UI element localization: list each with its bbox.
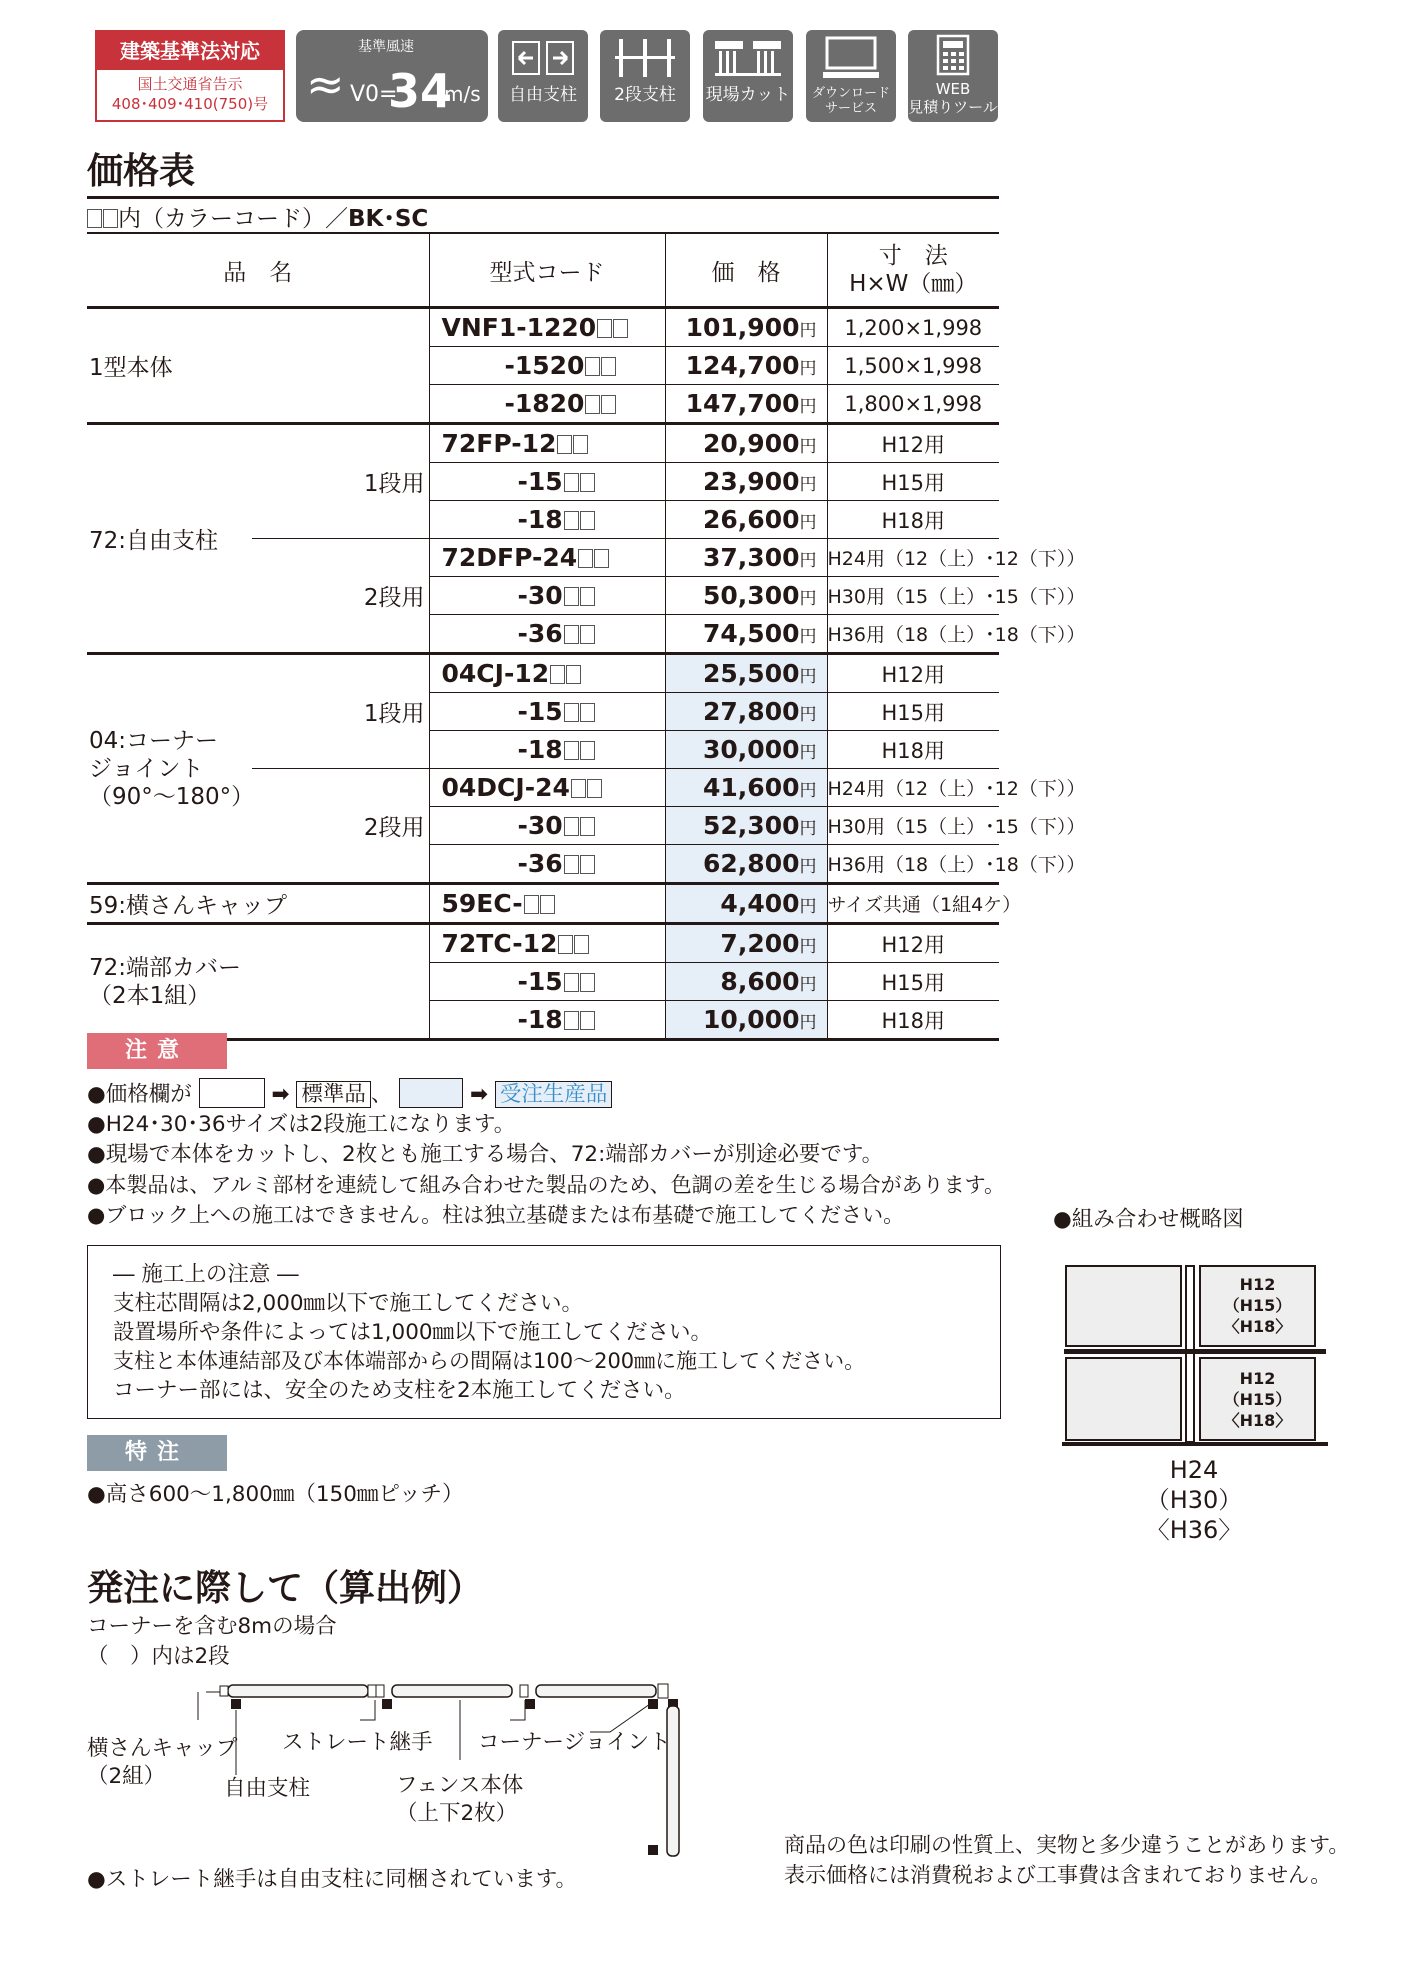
arrow-icon: ➡ (470, 1082, 489, 1107)
free-post-label: 自由支柱 (224, 1776, 311, 1801)
price-table-title: 価格表 (87, 151, 196, 192)
construction-notes-box (87, 1245, 1001, 1419)
model-code: 72DFP-24 (429, 539, 665, 577)
cap-label: 横さんキャップ （2組） (87, 1736, 238, 1789)
wind-wave-icon: ≈ (306, 57, 345, 111)
header-code: 型式コード (429, 233, 665, 308)
straight-joint-label: ストレート継手 (282, 1730, 433, 1755)
size-cell: H12用 (827, 424, 999, 463)
order-paren-note: （ ）内は2段 (87, 1644, 230, 1669)
price-cell: 147,700円 (665, 385, 827, 424)
stage-label: 2段用 (252, 539, 429, 654)
price-cell: 30,000円 (665, 731, 827, 769)
computer-icon (806, 30, 896, 86)
web-label-2: 見積りツール (908, 98, 998, 116)
caution-note: ●ブロック上への施工はできません。柱は独立基礎または布基礎で施工してください。 (87, 1203, 905, 1227)
free-post-badge (498, 30, 588, 122)
color-code-line (87, 200, 428, 233)
model-code: -36 (429, 845, 665, 884)
color-codes: BK･SC (348, 206, 429, 232)
size-cell: H15用 (827, 963, 999, 1001)
order-section-title: 発注に際して（算出例） (87, 1568, 484, 1609)
size-cell: 1,200×1,998 (827, 308, 999, 347)
building-code-title: 建築基準法対応 (97, 32, 283, 70)
size-cell: H18用 (827, 501, 999, 539)
lower-panel-label: H12 （H15） 〈H18〉 (1223, 1369, 1292, 1430)
group-name: 04:コーナー ジョイント （90°～180°） (87, 654, 252, 884)
price-cell: 62,800円 (665, 845, 827, 884)
size-cell: H30用（15（上）･15（下）） (827, 577, 999, 615)
size-cell: H18用 (827, 731, 999, 769)
legend-standard: 標準品 (296, 1081, 371, 1108)
legend-separator: 、 (370, 1082, 393, 1107)
price-cell: 4,400円 (665, 884, 827, 924)
price-cell: 74,500円 (665, 615, 827, 654)
site-cut-label: 現場カット (705, 85, 791, 105)
web-estimate-badge (908, 30, 998, 122)
web-label-1: WEB (935, 80, 971, 98)
model-code: -30 (429, 807, 665, 845)
header-size-2: H×W（㎜） (849, 271, 978, 297)
disclaimer (784, 1830, 1349, 1890)
table-row (87, 924, 999, 963)
size-cell: H24用（12（上）･12（下）） (827, 539, 999, 577)
model-code: -36 (429, 615, 665, 654)
legend-order: 受注生産品 (495, 1081, 613, 1108)
price-table (87, 232, 1086, 1041)
model-code: -15 (429, 963, 665, 1001)
price-cell: 26,600円 (665, 501, 827, 539)
stage-label: 2段用 (252, 769, 429, 884)
free-post-icon (498, 30, 588, 86)
model-code: VNF1-1220 (429, 308, 665, 347)
arrow-icon: ➡ (271, 1082, 290, 1107)
table-row (87, 654, 999, 693)
size-cell: H24用（12（上）･12（下）） (827, 769, 999, 807)
legend-prefix: ●価格欄が (87, 1082, 192, 1107)
caution-tag: 注意 (87, 1033, 227, 1069)
price-cell: 50,300円 (665, 577, 827, 615)
size-cell: H15用 (827, 693, 999, 731)
model-code: -18 (429, 1001, 665, 1040)
color-code-box (103, 209, 118, 228)
site-cut-icon (703, 30, 793, 86)
legend-line (87, 1078, 612, 1110)
construction-line: 支柱芯間隔は2,000㎜以下で施工してください。 (113, 1291, 584, 1316)
size-cell: H15用 (827, 463, 999, 501)
size-cell: サイズ共通（1組4ケ） (827, 884, 999, 924)
calculator-icon (908, 30, 998, 80)
caution-note: ●現場で本体をカットし、2枚とも施工する場合、72:端部カバーが別途必要です。 (87, 1142, 884, 1167)
size-cell: H12用 (827, 924, 999, 963)
order-note: ●ストレート継手は自由支柱に同梱されています。 (87, 1867, 578, 1892)
model-code: -18 (429, 731, 665, 769)
notification-line-1: 国土交通省告示 (137, 75, 243, 93)
construction-notes (113, 1260, 865, 1405)
notification-line-2: 408･409･410(750)号 (111, 95, 269, 113)
standard-swatch (199, 1078, 265, 1108)
special-order-tag: 特注 (87, 1435, 227, 1471)
special-order-note: ●高さ600～1,800㎜（150㎜ピッチ） (87, 1482, 464, 1507)
wind-speed-value: 34 (388, 64, 453, 118)
price-cell: 23,900円 (665, 463, 827, 501)
combo-total-label: H24 （H30） 〈H36〉 (1145, 1456, 1243, 1544)
price-cell: 37,300円 (665, 539, 827, 577)
download-service-badge (806, 30, 896, 122)
caution-note: ●本製品は、アルミ部材を連続して組み合わせた製品のため、色調の差を生じる場合があります。 (87, 1173, 1005, 1197)
fence-body-label: フェンス本体 （上下2枚） (396, 1773, 524, 1826)
header-price: 価 格 (665, 233, 827, 308)
wind-speed-unit: m/s (444, 82, 481, 106)
price-cell: 101,900円 (665, 308, 827, 347)
construction-line: 設置場所や条件によっては1,000㎜以下で施工してください。 (113, 1320, 713, 1345)
group-name: 72:端部カバー （2本1組） (87, 924, 429, 1040)
download-label-2: サービス (824, 101, 877, 116)
model-code: -1820 (429, 385, 665, 424)
construction-title: ― 施工上の注意 ― (113, 1262, 299, 1287)
price-cell: 27,800円 (665, 693, 827, 731)
size-cell: H36用（18（上）･18（下）） (827, 845, 999, 884)
model-code: -18 (429, 501, 665, 539)
two-stage-post-label: 2段支柱 (614, 85, 676, 105)
construction-line: コーナー部には、安全のため支柱を2本施工してください。 (113, 1378, 686, 1403)
header-size (827, 233, 999, 308)
wind-vo-label: V0= (350, 82, 398, 107)
disclaimer-line: 表示価格には消費税および工事費は含まれておりません。 (784, 1863, 1332, 1887)
color-code-prefix: 内（カラーコード）／ (118, 206, 348, 232)
group-name: 72:自由支柱 (87, 424, 252, 654)
size-cell: H36用（18（上）･18（下）） (827, 615, 999, 654)
stage-label: 1段用 (252, 424, 429, 539)
price-cell: 20,900円 (665, 424, 827, 463)
price-cell: 7,200円 (665, 924, 827, 963)
model-code: 04CJ-12 (429, 654, 665, 693)
model-code: 59EC- (429, 884, 665, 924)
wind-speed-badge (296, 30, 488, 122)
model-code: 72TC-12 (429, 924, 665, 963)
wind-speed-label: 基準風速 (358, 39, 414, 55)
header-size-1: 寸 法 (878, 243, 948, 269)
disclaimer-line: 商品の色は印刷の性質上、実物と多少違うことがあります。 (784, 1833, 1350, 1857)
free-post-label: 自由支柱 (509, 85, 577, 105)
two-stage-post-icon (600, 30, 690, 86)
group-name: 1型本体 (87, 308, 429, 424)
stage-label: 1段用 (252, 654, 429, 769)
model-code: -15 (429, 693, 665, 731)
order-swatch (399, 1078, 463, 1108)
building-code-badge (95, 30, 285, 122)
size-cell: 1,500×1,998 (827, 347, 999, 385)
two-stage-post-badge (600, 30, 690, 122)
size-cell: H12用 (827, 654, 999, 693)
table-row (87, 308, 999, 347)
table-row (87, 424, 999, 463)
price-cell: 52,300円 (665, 807, 827, 845)
download-label-1: ダウンロード (811, 86, 890, 101)
combo-diagram-title: ●組み合わせ概略図 (1053, 1207, 1244, 1232)
price-cell: 25,500円 (665, 654, 827, 693)
size-cell: H30用（15（上）･15（下）） (827, 807, 999, 845)
price-cell: 10,000円 (665, 1001, 827, 1040)
size-cell: H18用 (827, 1001, 999, 1040)
header-name: 品 名 (87, 233, 429, 308)
title-rule (87, 196, 999, 199)
corner-joint-label: コーナージョイント (478, 1730, 671, 1755)
order-subtitle: コーナーを含む8mの場合 (87, 1614, 337, 1639)
price-cell: 124,700円 (665, 347, 827, 385)
construction-line: 支柱と本体連結部及び本体端部からの間隔は100～200㎜に施工してください。 (113, 1349, 866, 1373)
model-code: -15 (429, 463, 665, 501)
combo-diagram (1062, 1262, 1328, 1450)
model-code: 04DCJ-24 (429, 769, 665, 807)
model-code: -1520 (429, 347, 665, 385)
group-name: 59:横さんキャップ (87, 884, 429, 924)
upper-panel-label: H12 （H15） 〈H18〉 (1223, 1275, 1292, 1336)
table-row (87, 884, 999, 924)
price-cell: 41,600円 (665, 769, 827, 807)
size-cell: 1,800×1,998 (827, 385, 999, 424)
caution-note: ●H24･30･36サイズは2段施工になります。 (87, 1112, 516, 1137)
color-code-box (87, 209, 102, 228)
price-cell: 8,600円 (665, 963, 827, 1001)
site-cut-badge (703, 30, 793, 122)
model-code: -30 (429, 577, 665, 615)
model-code: 72FP-12 (429, 424, 665, 463)
